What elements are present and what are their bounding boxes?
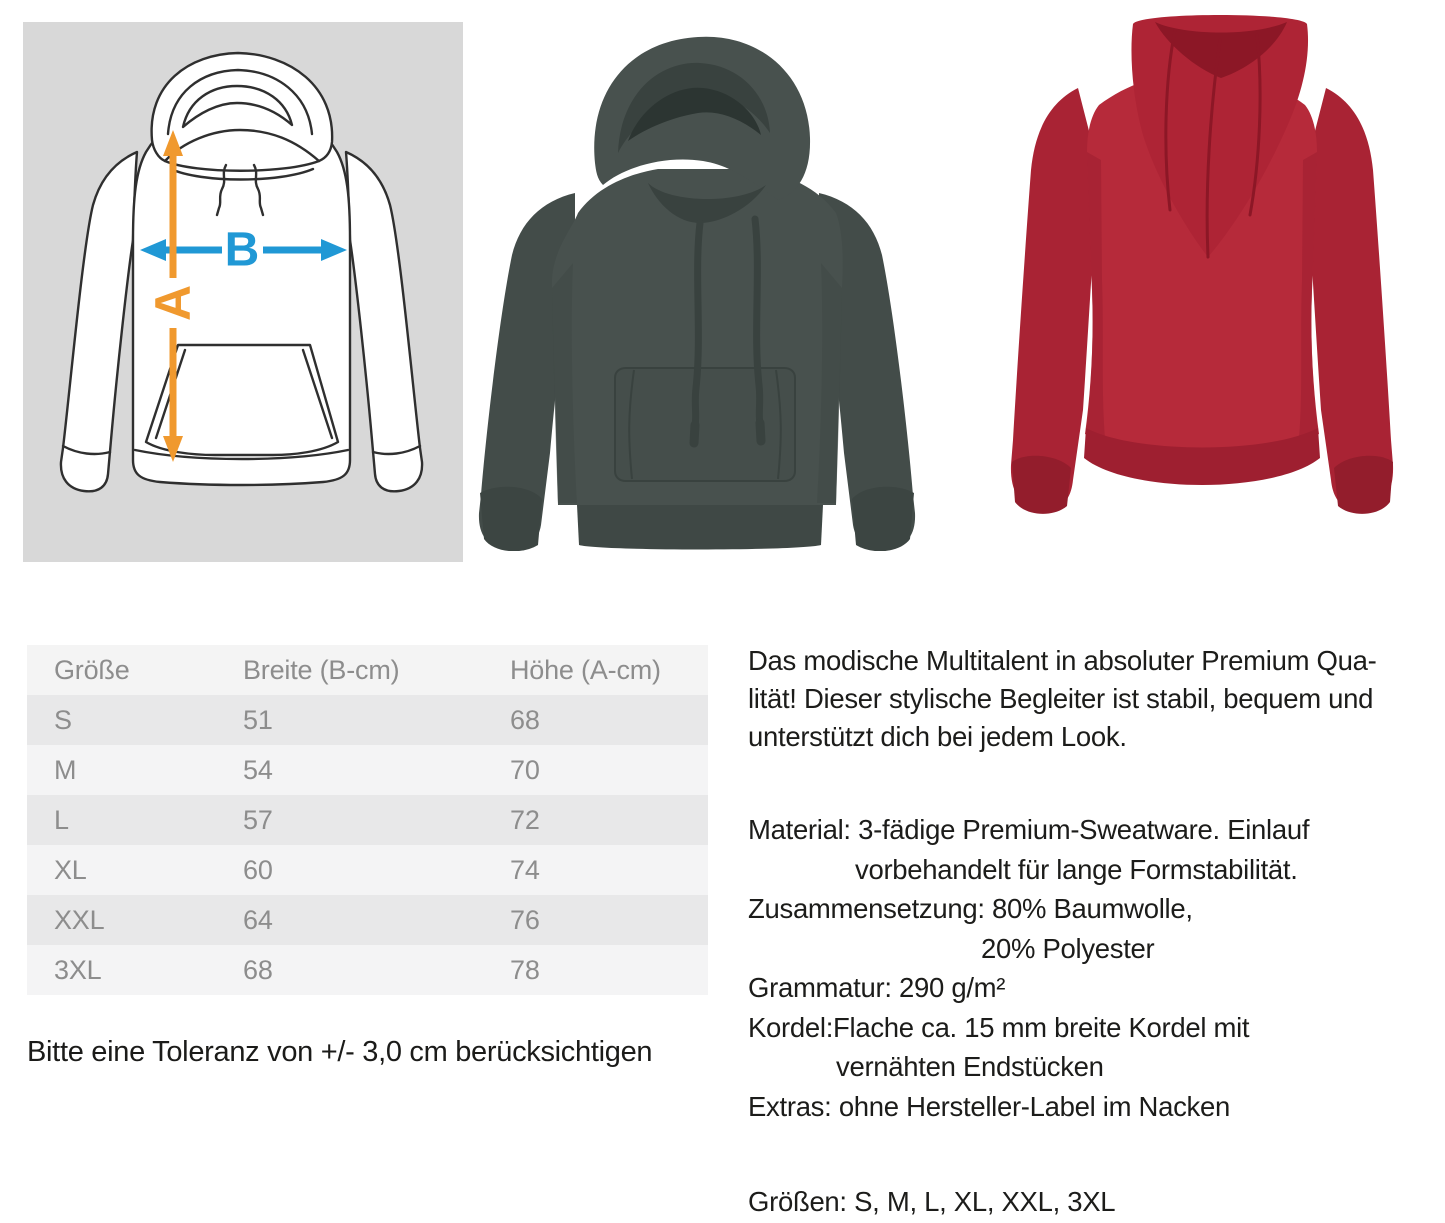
spec-material: Material: 3-fädige Premium-Sweatware. Einlauf: [748, 814, 1310, 845]
spec-cord-cont: vernähten Endstücken: [836, 1051, 1104, 1082]
height-cell: 78: [510, 954, 540, 985]
height-label: A: [145, 284, 201, 322]
size-row: [27, 745, 708, 795]
description-specs: [748, 810, 1428, 1126]
height-cell: 74: [510, 854, 540, 885]
width-cell: 60: [243, 854, 273, 885]
size-row: [27, 945, 708, 995]
size-table: [27, 645, 708, 995]
width-label: B: [224, 223, 260, 277]
height-cell: 72: [510, 804, 540, 835]
description-line: lität! Dieser stylische Begleiter ist stabil, bequem und: [748, 683, 1374, 714]
height-cell: 70: [510, 754, 540, 785]
description-intro: [748, 642, 1428, 756]
size-table-header-row: [27, 645, 708, 695]
size-cell: S: [54, 704, 72, 735]
tolerance-note: Bitte eine Toleranz von +/- 3,0 cm berücksichtigen: [27, 1036, 653, 1068]
size-guide-image: [23, 22, 463, 562]
width-cell: 51: [243, 704, 273, 735]
size-cell: M: [54, 754, 77, 785]
col-header-size: Größe: [54, 654, 130, 685]
product-image-front: [478, 33, 916, 551]
spec-composition: Zusammensetzung: 80% Baumwolle,: [748, 893, 1193, 924]
col-header-height: Höhe (A-cm): [510, 654, 661, 685]
spec-extras: Extras: ohne Hersteller-Label im Nacken: [748, 1090, 1230, 1122]
size-row: [27, 695, 708, 745]
size-cell: XL: [54, 854, 87, 885]
size-cell: L: [54, 804, 69, 835]
available-sizes: Größen: S, M, L, XL, XXL, 3XL: [748, 1186, 1116, 1217]
width-cell: 57: [243, 804, 273, 835]
size-row: [27, 845, 708, 895]
hoodie-measure-diagram: [23, 22, 463, 562]
description-line: unterstützt dich bei jedem Look.: [748, 721, 1127, 752]
hoodie-front-illustration: [478, 33, 916, 551]
width-cell: 64: [243, 904, 273, 935]
description-line: Das modische Multitalent in absoluter Premium Qua-: [748, 645, 1377, 676]
product-image-back: [1005, 10, 1400, 520]
spec-composition-cont: 20% Polyester: [981, 932, 1155, 964]
size-row: [27, 795, 708, 845]
spec-material-cont: vorbehandelt für lange Formstabilität.: [855, 853, 1298, 885]
size-row: [27, 895, 708, 945]
product-description: [748, 642, 1428, 1221]
spec-weight: Grammatur: 290 g/m²: [748, 972, 1006, 1003]
size-cell: XXL: [54, 904, 105, 935]
height-cell: 68: [510, 704, 540, 735]
size-cell: 3XL: [54, 954, 102, 985]
col-header-width: Breite (B-cm): [243, 654, 400, 685]
hoodie-back-illustration: [1005, 10, 1400, 520]
spec-cord: Kordel:Flache ca. 15 mm breite Kordel mit: [748, 1011, 1250, 1043]
width-cell: 54: [243, 754, 273, 785]
width-cell: 68: [243, 954, 273, 985]
height-cell: 76: [510, 904, 540, 935]
